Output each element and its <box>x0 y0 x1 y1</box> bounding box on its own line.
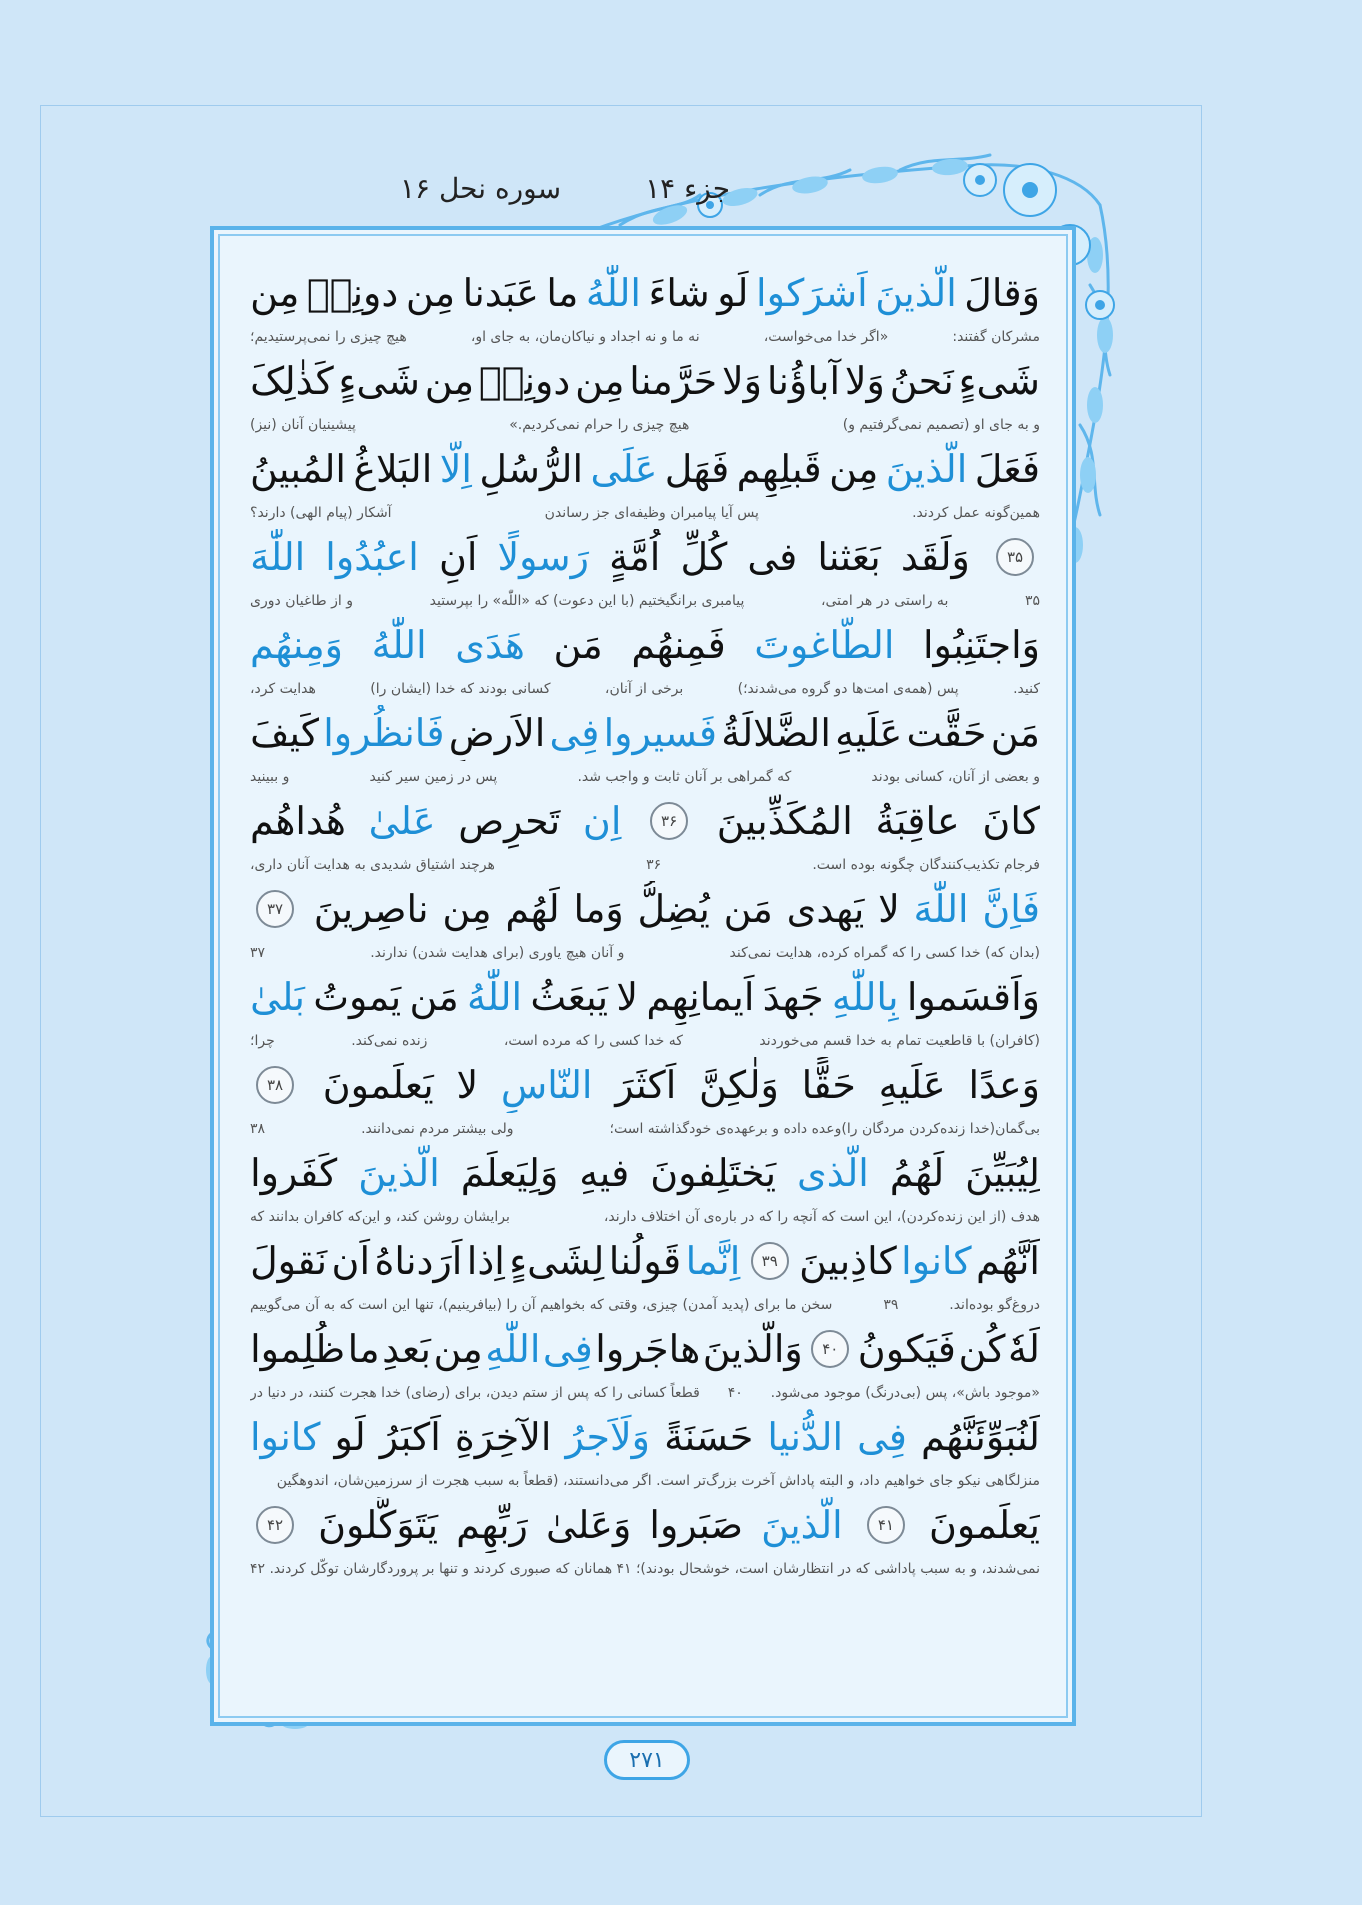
verse-word: الضَّلالَةُ <box>721 711 831 755</box>
verse-word: لِیُبَیِّنَ <box>965 1151 1040 1195</box>
verse-word: هَدَی <box>455 623 525 667</box>
verse-word: فی <box>747 535 798 579</box>
verse-word: حَقَّت <box>906 711 987 755</box>
verse-line <box>250 353 1040 409</box>
verse-word: اَکبَرُ <box>379 1415 441 1459</box>
verse-line <box>250 969 1040 1025</box>
verse-word: الدُّنیا <box>767 1415 844 1459</box>
verse-word: لَهُمُ <box>889 1151 945 1195</box>
verse-word: عَبَدنا <box>462 271 539 315</box>
verse-word: وَاجتَنِبُوا <box>923 623 1040 667</box>
verse-word: الَّذینَ <box>761 1503 843 1547</box>
verse-word: کاذِبینَ <box>799 1239 897 1283</box>
translation-line <box>250 1465 1040 1497</box>
verse-word: آباؤُنا <box>766 359 841 403</box>
translation-line <box>250 673 1040 705</box>
translation-segment: هدف (از این زنده‌کردن)، این است که آنچه را که در باره‌ی آن اختلاف دارند، <box>603 1209 1040 1225</box>
translation-segment: زنده نمی‌کند. <box>351 1033 428 1049</box>
verse-word: اَشرَکوا <box>756 271 868 315</box>
verse-line <box>250 441 1040 497</box>
verse-word: اللّٰهَ <box>913 887 969 931</box>
verse-word: مِن <box>405 271 456 315</box>
verse-word: لا <box>456 1063 479 1107</box>
verse-word: کُلِّ <box>680 535 728 579</box>
verse-word: اَیمانِهِم <box>646 975 755 1019</box>
verse-word: وَقالَ <box>964 271 1040 315</box>
ayah-number-marker: ۳۶ <box>650 802 688 840</box>
translation-segment: و بعضی از آنان، کسانی بودند <box>871 769 1040 785</box>
verse-word: وَمِنهُم <box>250 623 344 667</box>
translation-line <box>250 585 1040 617</box>
verse-line <box>250 1057 1040 1113</box>
verse-word: بَعدِ <box>382 1327 431 1371</box>
verse-line <box>250 1321 1040 1377</box>
ayah-number-marker: ۳۷ <box>256 890 294 928</box>
verse-word: مِن <box>442 887 492 931</box>
verse-word: اَرَدناهُ <box>374 1239 463 1283</box>
verse-word: یُضِلُّ <box>637 887 710 931</box>
verse-word: الرُّسُلِ <box>479 447 584 491</box>
quran-text-panel <box>250 265 1040 1695</box>
verse-word: لا <box>878 887 900 931</box>
translation-segment: (کافران) با قاطعیت تمام به خدا قسم می‌خوردند <box>759 1033 1040 1049</box>
translation-line <box>250 1201 1040 1233</box>
translation-segment: قطعاً کسانی را که پس از ستم دیدن، برای (رضای) خدا هجرت کنند، در دنیا در <box>250 1385 700 1401</box>
verse-word: بِاللّٰهِ <box>831 975 899 1019</box>
verse-word: یَعلَمونَ <box>929 1503 1040 1547</box>
verse-word: یَختَلِفونَ <box>650 1151 777 1195</box>
verse-word: لا <box>616 975 639 1019</box>
verse-word: یَعلَمونَ <box>322 1063 434 1107</box>
verse-word: فِی <box>542 1327 593 1371</box>
verse-line <box>250 1497 1040 1553</box>
translation-ayah-number: ۳۹ <box>883 1297 899 1313</box>
verse-word: عَلیٰ <box>368 799 436 843</box>
translation-line <box>250 1377 1040 1409</box>
translation-line <box>250 937 1040 969</box>
verse-word: اللّٰهَ <box>250 535 306 579</box>
verse-word: اَنِ <box>438 535 478 579</box>
translation-segment: نه ما و نه اجداد و نیاکان‌مان، به جای او، <box>470 329 700 345</box>
ayah-number-marker: ۴۰ <box>811 1330 849 1368</box>
verse-word: فَعَلَ <box>974 447 1040 491</box>
verse-word: وَلا <box>844 359 885 403</box>
verse-word: کانوا <box>901 1239 972 1283</box>
translation-ayah-number: ۴۰ <box>727 1385 743 1401</box>
translation-segment: همین‌گونه عمل کردند. <box>912 505 1040 521</box>
ayah-number-marker: ۳۹ <box>751 1242 789 1280</box>
verse-word: لَو <box>334 1415 366 1459</box>
verse-line <box>250 1233 1040 1289</box>
translation-segment: آشکار (پیام الهی) دارند؟ <box>250 505 392 521</box>
page-header <box>400 172 730 216</box>
translation-segment: به راستی در هر امتی، <box>820 593 949 609</box>
verse-word: یَموتُ <box>313 975 402 1019</box>
verse-word: ما <box>347 1327 380 1371</box>
verse-word: فَیَکونُ <box>857 1327 956 1371</box>
translation-segment: و از طاغیان دوری <box>250 593 354 609</box>
verse-word: وَالَّذینَ <box>702 1327 803 1371</box>
verse-word: کَذٰلِکَ <box>250 359 334 403</box>
verse-word: ناصِرینَ <box>313 887 429 931</box>
translation-line <box>250 321 1040 353</box>
verse-word: هاجَروا <box>595 1327 701 1371</box>
verse-word: اللّٰهُ <box>371 623 427 667</box>
translation-line <box>250 1025 1040 1057</box>
translation-ayah-number: ۳۵ <box>1024 593 1040 609</box>
translation-segment: پیامبری برانگیختیم (با این دعوت) که «اللّٰه» را بپرستید <box>429 593 745 609</box>
verse-word: النّاسِ <box>500 1063 593 1107</box>
juz-label: جزء ۱۴ <box>645 172 730 205</box>
translation-ayah-number: ۳۷ <box>250 945 266 961</box>
translation-ayah-number: ۳۶ <box>646 857 662 873</box>
verse-word: تَحرِص <box>458 799 561 843</box>
verse-word: الآخِرَةِ <box>454 1415 552 1459</box>
verse-word: مَن <box>553 623 603 667</box>
translation-ayah-number: ۴۱ <box>616 1561 632 1577</box>
translation-segment: که گمراهی بر آنان ثابت و واجب شد. <box>577 769 792 785</box>
translation-segment: مشرکان گفتند: <box>952 329 1040 345</box>
verse-word: مَن <box>990 711 1040 755</box>
verse-word: نَقولَ <box>250 1239 328 1283</box>
verse-word: وَلا <box>721 359 762 403</box>
verse-word: صَبَروا <box>649 1503 744 1547</box>
verse-line <box>250 881 1040 937</box>
page-number: ۲۷۱ <box>604 1740 690 1780</box>
translation-line <box>250 1289 1040 1321</box>
translation-segment: ولی بیشتر مردم نمی‌دانند. <box>361 1121 514 1137</box>
translation-segment: پس (همه‌ی امت‌ها دو گروه می‌شدند؛) <box>737 681 959 697</box>
verse-word: فِی <box>857 1415 907 1459</box>
verse-word: مِن <box>424 359 475 403</box>
verse-word: حَسَنَةً <box>664 1415 754 1459</box>
verse-word: الَّذینَ <box>358 1151 440 1195</box>
verse-word: اِن <box>582 799 622 843</box>
verse-word: وَما <box>573 887 624 931</box>
verse-word: مِن <box>250 271 300 315</box>
verse-word: فَاِنَّ <box>982 887 1040 931</box>
verse-word: اَن <box>331 1239 371 1283</box>
verse-word: اِلَّا <box>439 447 472 491</box>
verse-word: رَسولًا <box>497 535 589 579</box>
verse-word: بَلیٰ <box>250 975 305 1019</box>
verse-word: فِی <box>549 711 600 755</box>
verse-word: لِشَیءٍ <box>509 1239 605 1283</box>
verse-word: وَلَاَجرُ <box>565 1415 651 1459</box>
verse-word: هُداهُم <box>250 799 346 843</box>
verse-word: اَنَّهُم <box>976 1239 1040 1283</box>
verse-word: اِذا <box>466 1239 505 1283</box>
translation-segment: هدایت کرد، <box>250 681 316 697</box>
translation-segment: کسانی بودند که خدا (ایشان را) <box>370 681 551 697</box>
verse-word: شاءَ <box>648 271 710 315</box>
translation-segment: هیچ چیزی را نمی‌پرستیدیم؛ <box>250 329 407 345</box>
verse-word: کَیفَ <box>250 711 319 755</box>
verse-word: المُبینُ <box>250 447 346 491</box>
translation-segment: برخی از آنان، <box>604 681 684 697</box>
verse-word: الطّاغوتَ <box>754 623 895 667</box>
ayah-number-marker: ۴۲ <box>256 1506 294 1544</box>
verse-word: عَلَیهِ <box>835 711 903 755</box>
verse-word: نَحنُ <box>889 359 954 403</box>
translation-segment: که خدا کسی را که مرده است، <box>503 1033 683 1049</box>
verse-word: قَولُنا <box>608 1239 682 1283</box>
verse-word: اِنَّما <box>685 1239 741 1283</box>
verse-word: البَلاغُ <box>353 447 433 491</box>
verse-word: الَّذینَ <box>875 271 957 315</box>
ayah-number-marker: ۳۸ <box>256 1066 294 1104</box>
ayah-number-marker: ۳۵ <box>996 538 1034 576</box>
verse-word: لَهٗ <box>1008 1327 1040 1371</box>
verse-word: مِن <box>433 1327 483 1371</box>
verse-word: وَلِیَعلَمَ <box>460 1151 559 1195</box>
translation-segment: هرچند اشتیاق شدیدی به هدایت آنان داری، <box>250 857 495 873</box>
verse-word: فَمِنهُم <box>631 623 726 667</box>
translation-segment: همانان که صبوری کردند و تنها بر پروردگارشان توکّل کردند. <box>269 1561 613 1577</box>
translation-segment: و به جای او (تصمیم نمی‌گرفتیم و) <box>842 417 1040 433</box>
verse-line <box>250 265 1040 321</box>
translation-ayah-number: ۴۲ <box>250 1561 266 1577</box>
surah-label: سوره نحل ۱۶ <box>400 172 562 205</box>
verse-word: یَتَوَکَّلونَ <box>318 1503 439 1547</box>
translation-segment: و ببینید <box>250 769 290 785</box>
translation-line <box>250 1553 1040 1585</box>
verse-word: دونِهٖ <box>478 359 571 403</box>
verse-word: کانوا <box>250 1415 321 1459</box>
translation-segment: سخن ما برای (پدید آمدن) چیزی، وقتی که بخواهیم آن را (بیافرینیم)، تنها این است که به آن می‌گوییم <box>250 1297 833 1313</box>
verse-word: اَکثَرَ <box>615 1063 677 1107</box>
verse-word: لَنُبَوِّئَنَّهُم <box>921 1415 1040 1459</box>
verse-word: بَعَثنا <box>817 535 881 579</box>
translation-segment: فرجام تکذیب‌کنندگان چگونه بوده است. <box>812 857 1040 873</box>
verse-word: فَهَل <box>664 447 730 491</box>
translation-segment: «موجود باش»، پس (بی‌درنگ) موجود می‌شود. <box>770 1385 1040 1401</box>
verse-word: المُکَذِّبینَ <box>716 799 853 843</box>
verse-word: کُن <box>958 1327 1006 1371</box>
verse-word: اُمَّةٍ <box>609 535 661 579</box>
verse-line <box>250 617 1040 673</box>
translation-ayah-number: ۳۸ <box>250 1121 266 1137</box>
verse-word: کَفَروا <box>250 1151 338 1195</box>
translation-segment: «اگر خدا می‌خواست، <box>763 329 889 345</box>
verse-word: ما <box>546 271 579 315</box>
verse-word: فَانظُروا <box>323 711 445 755</box>
verse-word: شَیءٍ <box>338 359 420 403</box>
verse-word: وَعَلیٰ <box>546 1503 632 1547</box>
verse-line <box>250 705 1040 761</box>
verse-word: یَبعَثُ <box>530 975 609 1019</box>
translation-segment: بی‌گمان(خدا زنده‌کردن مردگان را)وعده داده و برعهده‌ی خودگذاشته است؛ <box>609 1121 1040 1137</box>
verse-word: کانَ <box>982 799 1040 843</box>
translation-segment: برایشان روشن کند، و این‌که کافران بدانند که <box>250 1209 510 1225</box>
verse-word: اللّٰهُ <box>585 271 641 315</box>
verse-word: شَیءٍ <box>958 359 1040 403</box>
verse-word: اللّٰهُ <box>467 975 523 1019</box>
translation-segment: کنید. <box>1013 681 1040 697</box>
verse-word: اعبُدُوا <box>325 535 419 579</box>
verse-word: فیهِ <box>579 1151 630 1195</box>
verse-word: فَسیروا <box>603 711 717 755</box>
verse-word: لَهُم <box>505 887 560 931</box>
verse-word: حَقًّا <box>801 1063 856 1107</box>
verse-word: حَرَّمنا <box>629 359 718 403</box>
translation-segment: دروغ‌گو بوده‌اند. <box>949 1297 1040 1313</box>
verse-word: اللّٰهِ <box>485 1327 541 1371</box>
verse-word: الَّذینَ <box>885 447 968 491</box>
translation-line <box>250 497 1040 529</box>
translation-segment: چرا؛ <box>250 1033 275 1049</box>
translation-segment: پس در زمین سیر کنید <box>369 769 498 785</box>
translation-segment: (بدان که) خدا کسی را که گمراه کرده، هدایت نمی‌کند <box>729 945 1040 961</box>
verse-word: وَعدًا <box>968 1063 1040 1107</box>
verse-line <box>250 1409 1040 1465</box>
verse-word: دونِهٖ <box>306 271 399 315</box>
verse-word: قَبلِهِم <box>736 447 822 491</box>
verse-word: مِن <box>829 447 879 491</box>
verse-word: وَلَقَد <box>900 535 970 579</box>
verse-word: عَلَی <box>590 447 658 491</box>
translation-segment: منزلگاهی نیکو جای خواهیم داد، و البته پاداش آخرت بزرگ‌تر است. اگر می‌دانستند، (قطعاً به سبب هجرت از سرزمین‌شان، اندوهگین <box>276 1473 1040 1489</box>
verse-word: ظُلِموا <box>250 1327 346 1371</box>
verse-word: مِن <box>575 359 625 403</box>
verse-word: لَو <box>717 271 749 315</box>
translation-line <box>250 1113 1040 1145</box>
translation-line <box>250 761 1040 793</box>
verse-word: وَلٰکِنَّ <box>699 1063 779 1107</box>
verse-word: مَن <box>409 975 459 1019</box>
translation-segment: نمی‌شدند، و به سبب پاداشی که در انتظارشان است، خوشحال بودند)؛ <box>635 1561 1040 1577</box>
verse-word: مَن <box>723 887 773 931</box>
verse-line <box>250 1145 1040 1201</box>
verse-word: جَهدَ <box>762 975 824 1019</box>
verse-line <box>250 793 1040 849</box>
verse-line <box>250 529 1040 585</box>
translation-segment: پس آیا پیامبران وظیفه‌ای جز رساندن <box>544 505 759 521</box>
verse-word: رَبِّهِم <box>456 1503 528 1547</box>
verse-word: عَلَیهِ <box>878 1063 946 1107</box>
verse-word: الاَرضِ <box>448 711 546 755</box>
translation-line <box>250 409 1040 441</box>
verse-word: یَهدی <box>786 887 865 931</box>
verse-word: وَاَقسَموا <box>906 975 1040 1019</box>
translation-segment: پیشینیان آنان (نیز) <box>250 417 356 433</box>
translation-segment: هیچ چیزی را حرام نمی‌کردیم.» <box>509 417 690 433</box>
translation-line <box>250 849 1040 881</box>
verse-word: الَّذی <box>797 1151 869 1195</box>
ayah-number-marker: ۴۱ <box>867 1506 905 1544</box>
verse-word: عاقِبَةُ <box>875 799 960 843</box>
translation-segment: و آنان هیچ یاوری (برای هدایت شدن) ندارند. <box>370 945 625 961</box>
